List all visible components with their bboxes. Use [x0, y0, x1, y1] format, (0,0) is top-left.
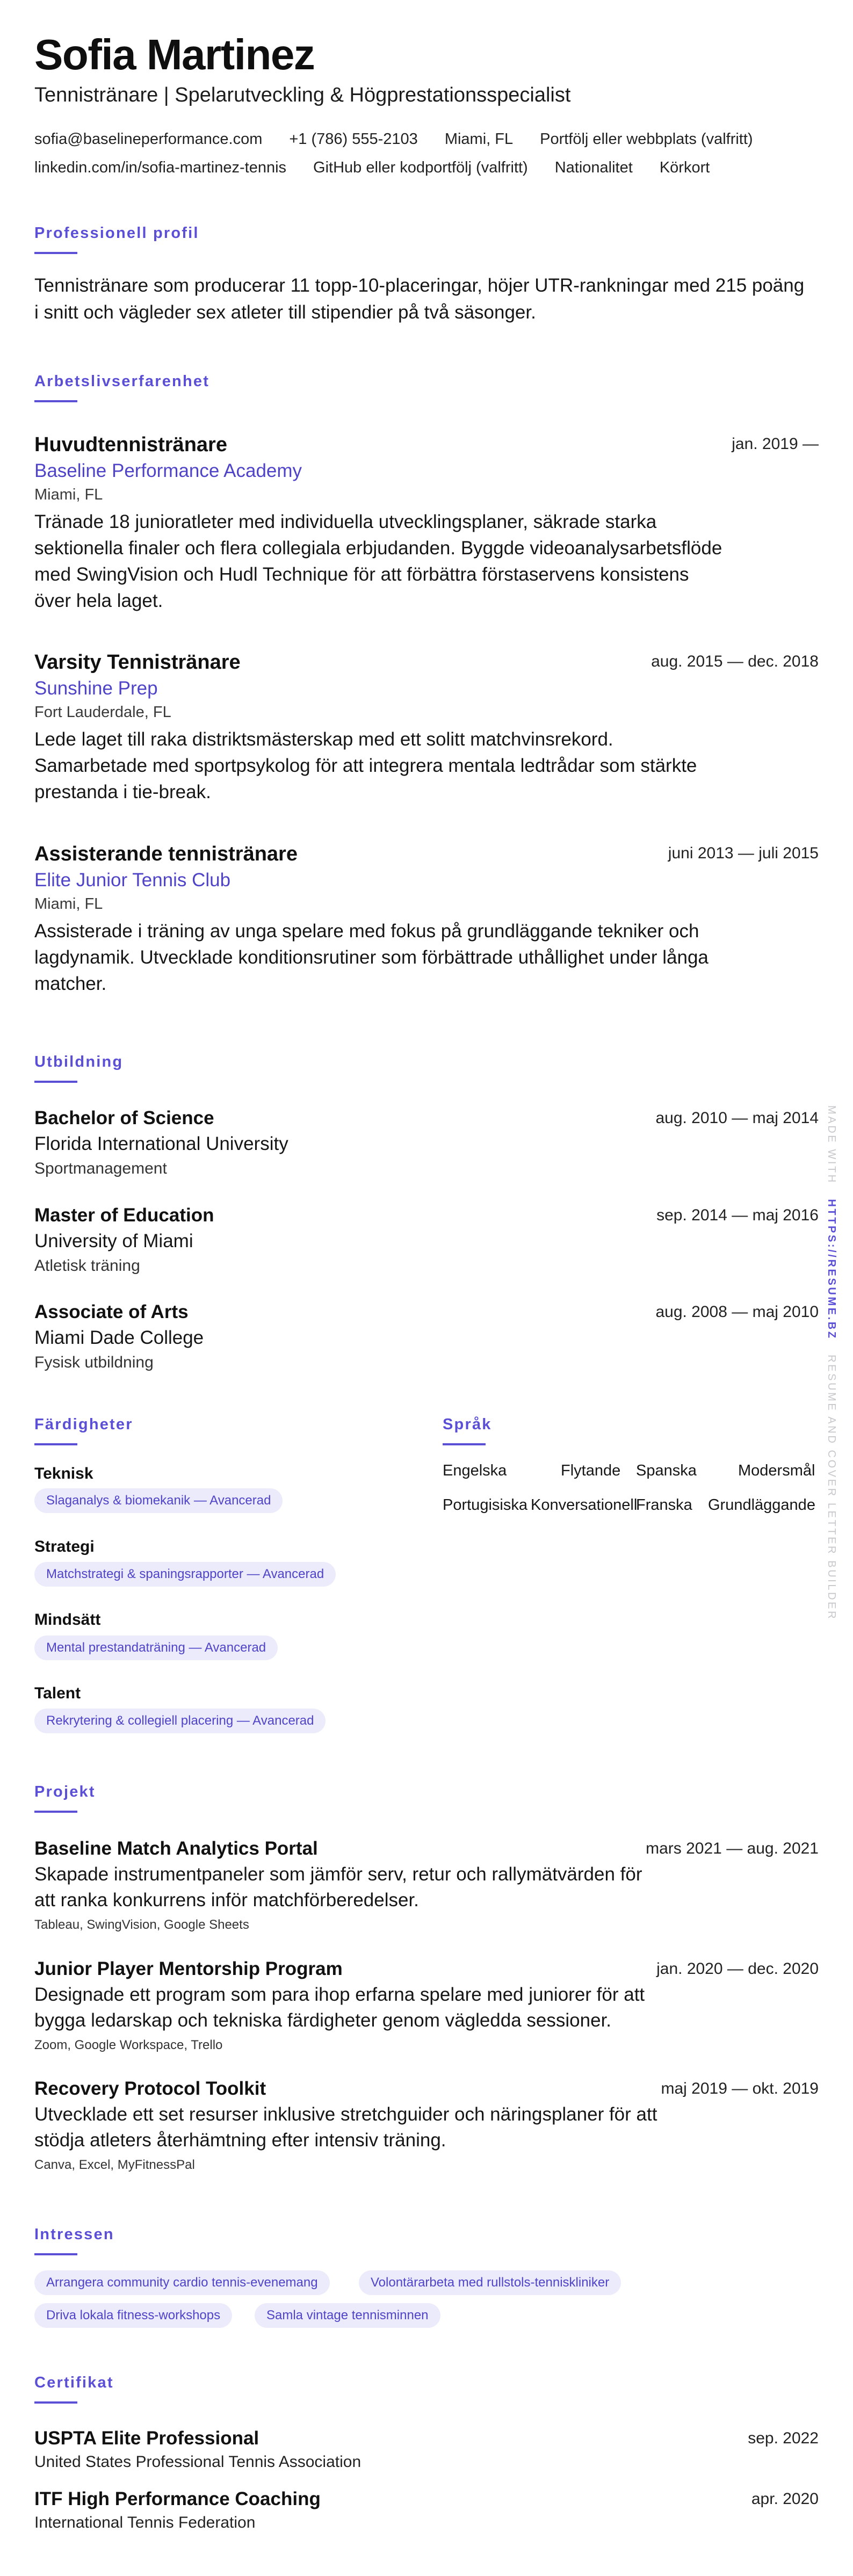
- certificate-date: apr. 2020: [751, 2490, 819, 2508]
- education-date: sep. 2014 — maj 2016: [656, 1206, 819, 1224]
- job-title: Huvudtennistränare: [34, 433, 227, 456]
- made-with-watermark: [825, 1105, 837, 1620]
- skill-category: Mindsätt: [34, 1611, 101, 1629]
- education-date: aug. 2008 — maj 2010: [655, 1303, 819, 1321]
- education-degree: Master of Education: [34, 1205, 214, 1226]
- contact-linkedin[interactable]: linkedin.com/in/sofia-martinez-tennis: [34, 159, 287, 176]
- skill-pill: Mental prestandaträning — Avancerad: [34, 1636, 278, 1660]
- language-name: Spanska: [636, 1462, 697, 1479]
- skill-category: Teknisk: [34, 1465, 93, 1482]
- job-entry: [34, 841, 819, 997]
- watermark-link[interactable]: HTTPS://RESUME.BZ: [826, 1199, 837, 1340]
- project-entry: [34, 2076, 819, 2176]
- job-company: Baseline Performance Academy: [34, 460, 302, 481]
- candidate-name: Sofia Martinez: [34, 31, 315, 78]
- contact-nationality: Nationalitet: [554, 159, 633, 176]
- interest-pill: Samla vintage tennisminnen: [255, 2303, 440, 2328]
- education-entry: [34, 1203, 819, 1278]
- project-title: Recovery Protocol Toolkit: [34, 2078, 266, 2099]
- education-school: Florida International University: [34, 1133, 288, 1154]
- skill-pill: Rekrytering & collegiell placering — Avancerad: [34, 1709, 326, 1733]
- project-entry: [34, 1956, 819, 2056]
- profile-summary: Tennistränare som producerar 11 topp-10-placeringar, höjer UTR-rankningar med 215 poäng i snitt och vägleder sex atleter till stipendier på två säsonger.: [34, 275, 805, 323]
- job-description: Lede laget till raka distriktsmästerskap med ett solitt matchvinsrekord. Samarbetade med sportpsykolog för att integrera mentala ledtrådar som stärkte prestanda i tie-break.: [34, 729, 697, 802]
- project-tools: Tableau, SwingVision, Google Sheets: [34, 1917, 249, 1932]
- contact-location: Miami, FL: [444, 131, 514, 148]
- education-degree: Associate of Arts: [34, 1301, 189, 1322]
- interest-pill: Driva lokala fitness-workshops: [34, 2303, 232, 2328]
- education-school: Miami Dade College: [34, 1327, 204, 1348]
- contact-row-1: [34, 131, 780, 148]
- watermark-made-with: MADE WITH: [826, 1105, 837, 1184]
- education-field: Fysisk utbildning: [34, 1354, 154, 1371]
- project-tools: Canva, Excel, MyFitnessPal: [34, 2158, 195, 2172]
- certificate-entry: [34, 2426, 819, 2473]
- job-entry: [34, 431, 819, 614]
- certificate-entry: [34, 2487, 819, 2534]
- job-company: Elite Junior Tennis Club: [34, 870, 231, 891]
- interest-pill: Volontärarbeta med rullstols-tenniskliniker: [359, 2270, 621, 2295]
- project-title: Baseline Match Analytics Portal: [34, 1838, 318, 1859]
- contact-email[interactable]: sofia@baselineperformance.com: [34, 131, 263, 148]
- language-name: Portugisiska: [443, 1496, 527, 1514]
- education-field: Sportmanagement: [34, 1160, 167, 1177]
- section-title-experience: Arbetslivserfarenhet: [34, 373, 210, 390]
- education-school: University of Miami: [34, 1231, 193, 1251]
- job-company: Sunshine Prep: [34, 678, 158, 699]
- contact-license: Körkort: [659, 159, 710, 176]
- section-title-education: Utbildning: [34, 1053, 124, 1070]
- language-name: Franska: [636, 1496, 692, 1514]
- interest-pill: Arrangera community cardio tennis-evenemang: [34, 2270, 330, 2295]
- section-title-languages: Språk: [443, 1416, 492, 1433]
- skill-pill: Slaganalys & biomekanik — Avancerad: [34, 1488, 283, 1513]
- project-date: maj 2019 — okt. 2019: [661, 2080, 819, 2097]
- job-description: Tränade 18 junioratleter med individuella utvecklingsplaner, säkrade starka sektionella finaler och flera collegiala erbjudanden. Byggde videoanalysarbetsflöde med SwingVision och Hudl Technique för att förbättra förstaservens konsistens över hela laget.: [34, 511, 722, 611]
- job-location: Miami, FL: [34, 486, 103, 503]
- language-level: Flytande: [561, 1462, 621, 1479]
- education-degree: Bachelor of Science: [34, 1108, 214, 1128]
- job-location: Fort Lauderdale, FL: [34, 704, 171, 721]
- language-level: Modersmål: [738, 1462, 815, 1479]
- project-title: Junior Player Mentorship Program: [34, 1958, 343, 1979]
- education-field: Atletisk träning: [34, 1257, 140, 1275]
- education-date: aug. 2010 — maj 2014: [655, 1109, 819, 1127]
- contact-phone[interactable]: +1 (786) 555-2103: [289, 131, 418, 148]
- skill-category: Strategi: [34, 1538, 95, 1555]
- education-entry: [34, 1105, 819, 1181]
- job-location: Miami, FL: [34, 895, 103, 913]
- project-description: Utvecklade ett set resurser inklusive stretchguider och näringsplaner för att stödja atleters återhämtning efter intensiv träning.: [34, 2104, 657, 2151]
- job-entry: [34, 649, 819, 805]
- contact-row-2: [34, 159, 736, 177]
- project-date: mars 2021 — aug. 2021: [646, 1840, 819, 1857]
- certificate-date: sep. 2022: [748, 2429, 819, 2447]
- watermark-tail: RESUME AND COVER LETTER BUILDER: [826, 1355, 837, 1621]
- project-date: jan. 2020 — dec. 2020: [656, 1960, 819, 1978]
- certificate-name: ITF High Performance Coaching: [34, 2488, 321, 2509]
- job-date: jan. 2019 —: [732, 435, 819, 453]
- candidate-subtitle: Tennistränare | Spelarutveckling & Högprestationsspecialist: [34, 84, 571, 106]
- job-description: Assisterade i träning av unga spelare med fokus på grundläggande tekniker och lagdynamik. Utvecklade konditionsrutiner som förbättrade uthållighet under långa matcher.: [34, 921, 709, 994]
- skill-pill: Matchstrategi & spaningsrapporter — Avancerad: [34, 1562, 336, 1587]
- job-title: Varsity Tennistränare: [34, 651, 241, 674]
- language-name: Engelska: [443, 1462, 507, 1479]
- certificate-issuer: International Tennis Federation: [34, 2514, 256, 2531]
- job-date: aug. 2015 — dec. 2018: [651, 653, 819, 670]
- project-description: Skapade instrumentpaneler som jämför serv, retur och rallymätvärden för att ranka konkurrens inför matchförberedelser.: [34, 1864, 642, 1911]
- contact-github[interactable]: GitHub eller kodportfölj (valfritt): [313, 159, 528, 176]
- language-level: Konversationell: [531, 1496, 638, 1514]
- project-tools: Zoom, Google Workspace, Trello: [34, 2038, 223, 2052]
- skill-category: Talent: [34, 1684, 81, 1702]
- job-title: Assisterande tennistränare: [34, 843, 298, 865]
- project-description: Designade ett program som para ihop erfarna spelare med juniorer för att bygga ledarskap och tekniska färdigheter genom vägledda sessioner.: [34, 1984, 645, 2031]
- section-title-skills: Färdigheter: [34, 1416, 133, 1433]
- job-date: juni 2013 — juli 2015: [668, 844, 819, 862]
- certificate-name: USPTA Elite Professional: [34, 2428, 259, 2449]
- language-level: Grundläggande: [708, 1496, 815, 1514]
- certificate-issuer: United States Professional Tennis Association: [34, 2453, 362, 2471]
- section-title-projects: Projekt: [34, 1783, 96, 1800]
- contact-portfolio[interactable]: Portfölj eller webbplats (valfritt): [540, 131, 753, 148]
- project-entry: [34, 1836, 819, 1936]
- education-entry: [34, 1299, 819, 1374]
- section-title-certificates: Certifikat: [34, 2374, 114, 2391]
- section-title-profile: Professionell profil: [34, 225, 199, 242]
- section-title-interests: Intressen: [34, 2226, 114, 2243]
